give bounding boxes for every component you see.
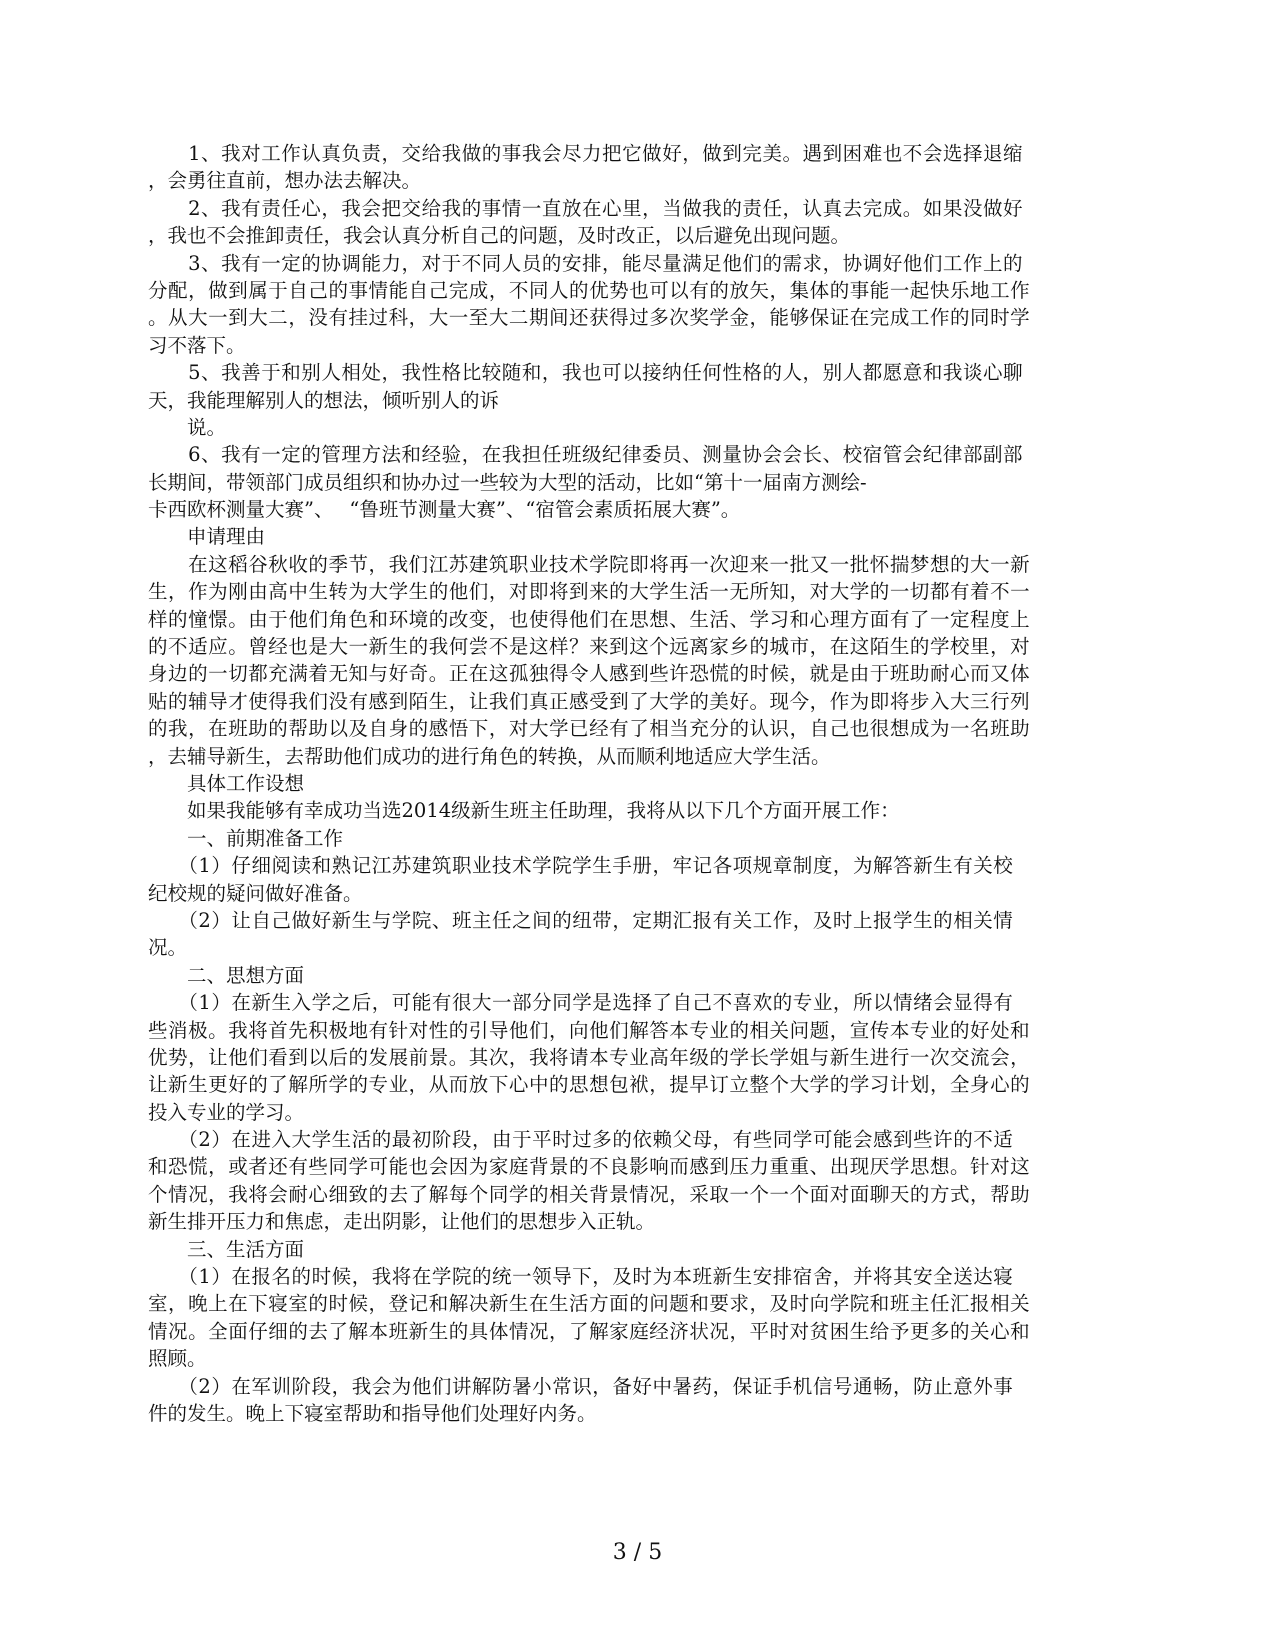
text-line: 样的憧憬。由于他们角色和环境的改变，也使得他们在思想、生活、学习和心理方面有了一定程度上 <box>148 607 1031 631</box>
text-line: 让新生更好的了解所学的专业，从而放下心中的思想包袱，提早订立整个大学的学习计划，全身心的 <box>148 1073 1031 1097</box>
text-line: ，去辅导新生，去帮助他们成功的进行角色的转换，从而顺利地适应大学生活。 <box>148 744 831 768</box>
text-line: 一、前期准备工作 <box>148 826 344 850</box>
text-line: 申请理由 <box>148 525 266 549</box>
text-line: 室，晚上在下寝室的时候，登记和解决新生在生活方面的问题和要求，及时向学院和班主任汇报相关 <box>148 1292 1031 1316</box>
text-line: 5、我善于和别人相处，我性格比较随和，我也可以接纳任何性格的人，别人都愿意和我谈心聊 <box>148 361 1024 385</box>
text-line: 件的发生。晚上下寝室帮助和指导他们处理好内务。 <box>148 1401 597 1425</box>
text-line: 和恐慌，或者还有些同学可能也会因为家庭背景的不良影响而感到压力重重、出现厌学思想。针对这 <box>148 1155 1031 1179</box>
text-line: 三、生活方面 <box>148 1237 305 1261</box>
text-line: 二、思想方面 <box>148 963 305 987</box>
text-line: 情况。全面仔细的去了解本班新生的具体情况，了解家庭经济状况，平时对贫困生给予更多的关心和 <box>148 1319 1031 1343</box>
text-line: 说。 <box>148 415 227 439</box>
text-line: 纪校规的疑问做好准备。 <box>148 881 363 905</box>
text-line: 3、我有一定的协调能力，对于不同人员的安排，能尽量满足他们的需求，协调好他们工作上的 <box>148 251 1024 275</box>
text-line: （1）仔细阅读和熟记江苏建筑职业技术学院学生手册，牢记各项规章制度，为解答新生有关校 <box>148 854 1014 878</box>
text-line: 6、我有一定的管理方法和经验，在我担任班级纪律委员、测量协会会长、校宿管会纪律部副部 <box>148 443 1024 467</box>
text-line: 2、我有责任心，我会把交给我的事情一直放在心里，当做我的责任，认真去完成。如果没做好 <box>148 196 1024 220</box>
document-body <box>148 140 1118 1427</box>
text-line: 卡西欧杯测量大赛”、 “鲁班节测量大赛”、“宿管会素质拓展大赛”。 <box>148 498 741 522</box>
text-line: 贴的辅导才使得我们没有感到陌生，让我们真正感受到了大学的美好。现今，作为即将步入大三行列 <box>148 689 1031 713</box>
text-line: （2）在军训阶段，我会为他们讲解防暑小常识，备好中暑药，保证手机信号通畅，防止意外事 <box>148 1374 1014 1398</box>
text-line: 生，作为刚由高中生转为大学生的他们，对即将到来的大学生活一无所知，对大学的一切都有着不一 <box>148 580 1031 604</box>
text-line: 习不落下。 <box>148 333 246 357</box>
text-line: 具体工作设想 <box>148 771 305 795</box>
text-line: 新生排开压力和焦虑，走出阴影，让他们的思想步入正轨。 <box>148 1210 656 1234</box>
text-line: 分配，做到属于自己的事情能自己完成，不同人的优势也可以有的放矢，集体的事能一起快乐地工作 <box>148 278 1031 302</box>
text-line: （1）在新生入学之后，可能有很大一部分同学是选择了自己不喜欢的专业，所以情绪会显得有 <box>148 991 1014 1015</box>
text-line: 个情况，我将会耐心细致的去了解每个同学的相关背景情况，采取一个一个面对面聊天的方式，帮助 <box>148 1182 1031 1206</box>
text-line: ，我也不会推卸责任，我会认真分析自己的问题，及时改正，以后避免出现问题。 <box>148 224 851 248</box>
text-line: 优势，让他们看到以后的发展前景。其次，我将请本专业高年级的学长学姐与新生进行一次交流会， <box>148 1045 1031 1069</box>
text-line: 天，我能理解别人的想法，倾听别人的诉 <box>148 388 500 412</box>
text-line: 。从大一到大二，没有挂过科，大一至大二期间还获得过多次奖学金，能够保证在完成工作的同时学 <box>148 306 1031 330</box>
text-line: 1、我对工作认真负责，交给我做的事我会尽力把它做好，做到完美。遇到困难也不会选择退缩 <box>148 142 1024 165</box>
text-line: 身边的一切都充满着无知与好奇。正在这孤独得令人感到些许恐慌的时候，就是由于班助耐心而又体 <box>148 662 1031 686</box>
text-line: 照顾。 <box>148 1347 207 1371</box>
text-line: 的我，在班助的帮助以及自身的感悟下，对大学已经有了相当充分的认识，自己也很想成为一名班助 <box>148 717 1031 741</box>
text-line: 些消极。我将首先积极地有针对性的引导他们，向他们解答本专业的相关问题，宣传本专业的好处和 <box>148 1018 1031 1042</box>
text-line: （2）让自己做好新生与学院、班主任之间的纽带，定期汇报有关工作，及时上报学生的相关情 <box>148 908 1014 932</box>
text-line: 投入专业的学习。 <box>148 1100 305 1124</box>
text-line: ，会勇往直前，想办法去解决。 <box>148 169 422 193</box>
text-line: （2）在进入大学生活的最初阶段，由于平时过多的依赖父母，有些同学可能会感到些许的不适 <box>148 1128 1014 1152</box>
text-line: （1）在报名的时候，我将在学院的统一领导下，及时为本班新生安排宿舍，并将其安全送达寝 <box>148 1265 1014 1289</box>
text-line: 的不适应。曾经也是大一新生的我何尝不是这样？来到这个远离家乡的城市，在这陌生的学校里，对 <box>148 635 1031 659</box>
text-line: 况。 <box>148 936 188 960</box>
text-line: 在这稻谷秋收的季节，我们江苏建筑职业技术学院即将再一次迎来一批又一批怀揣梦想的大一新 <box>148 552 1031 576</box>
page-number: 3 / 5 <box>612 1540 663 1565</box>
text-line: 长期间，带领部门成员组织和协办过一些较为大型的活动，比如“第十一届南方测绘- <box>148 470 867 494</box>
text-line: 如果我能够有幸成功当选2014级新生班主任助理，我将从以下几个方面开展工作： <box>148 799 900 823</box>
